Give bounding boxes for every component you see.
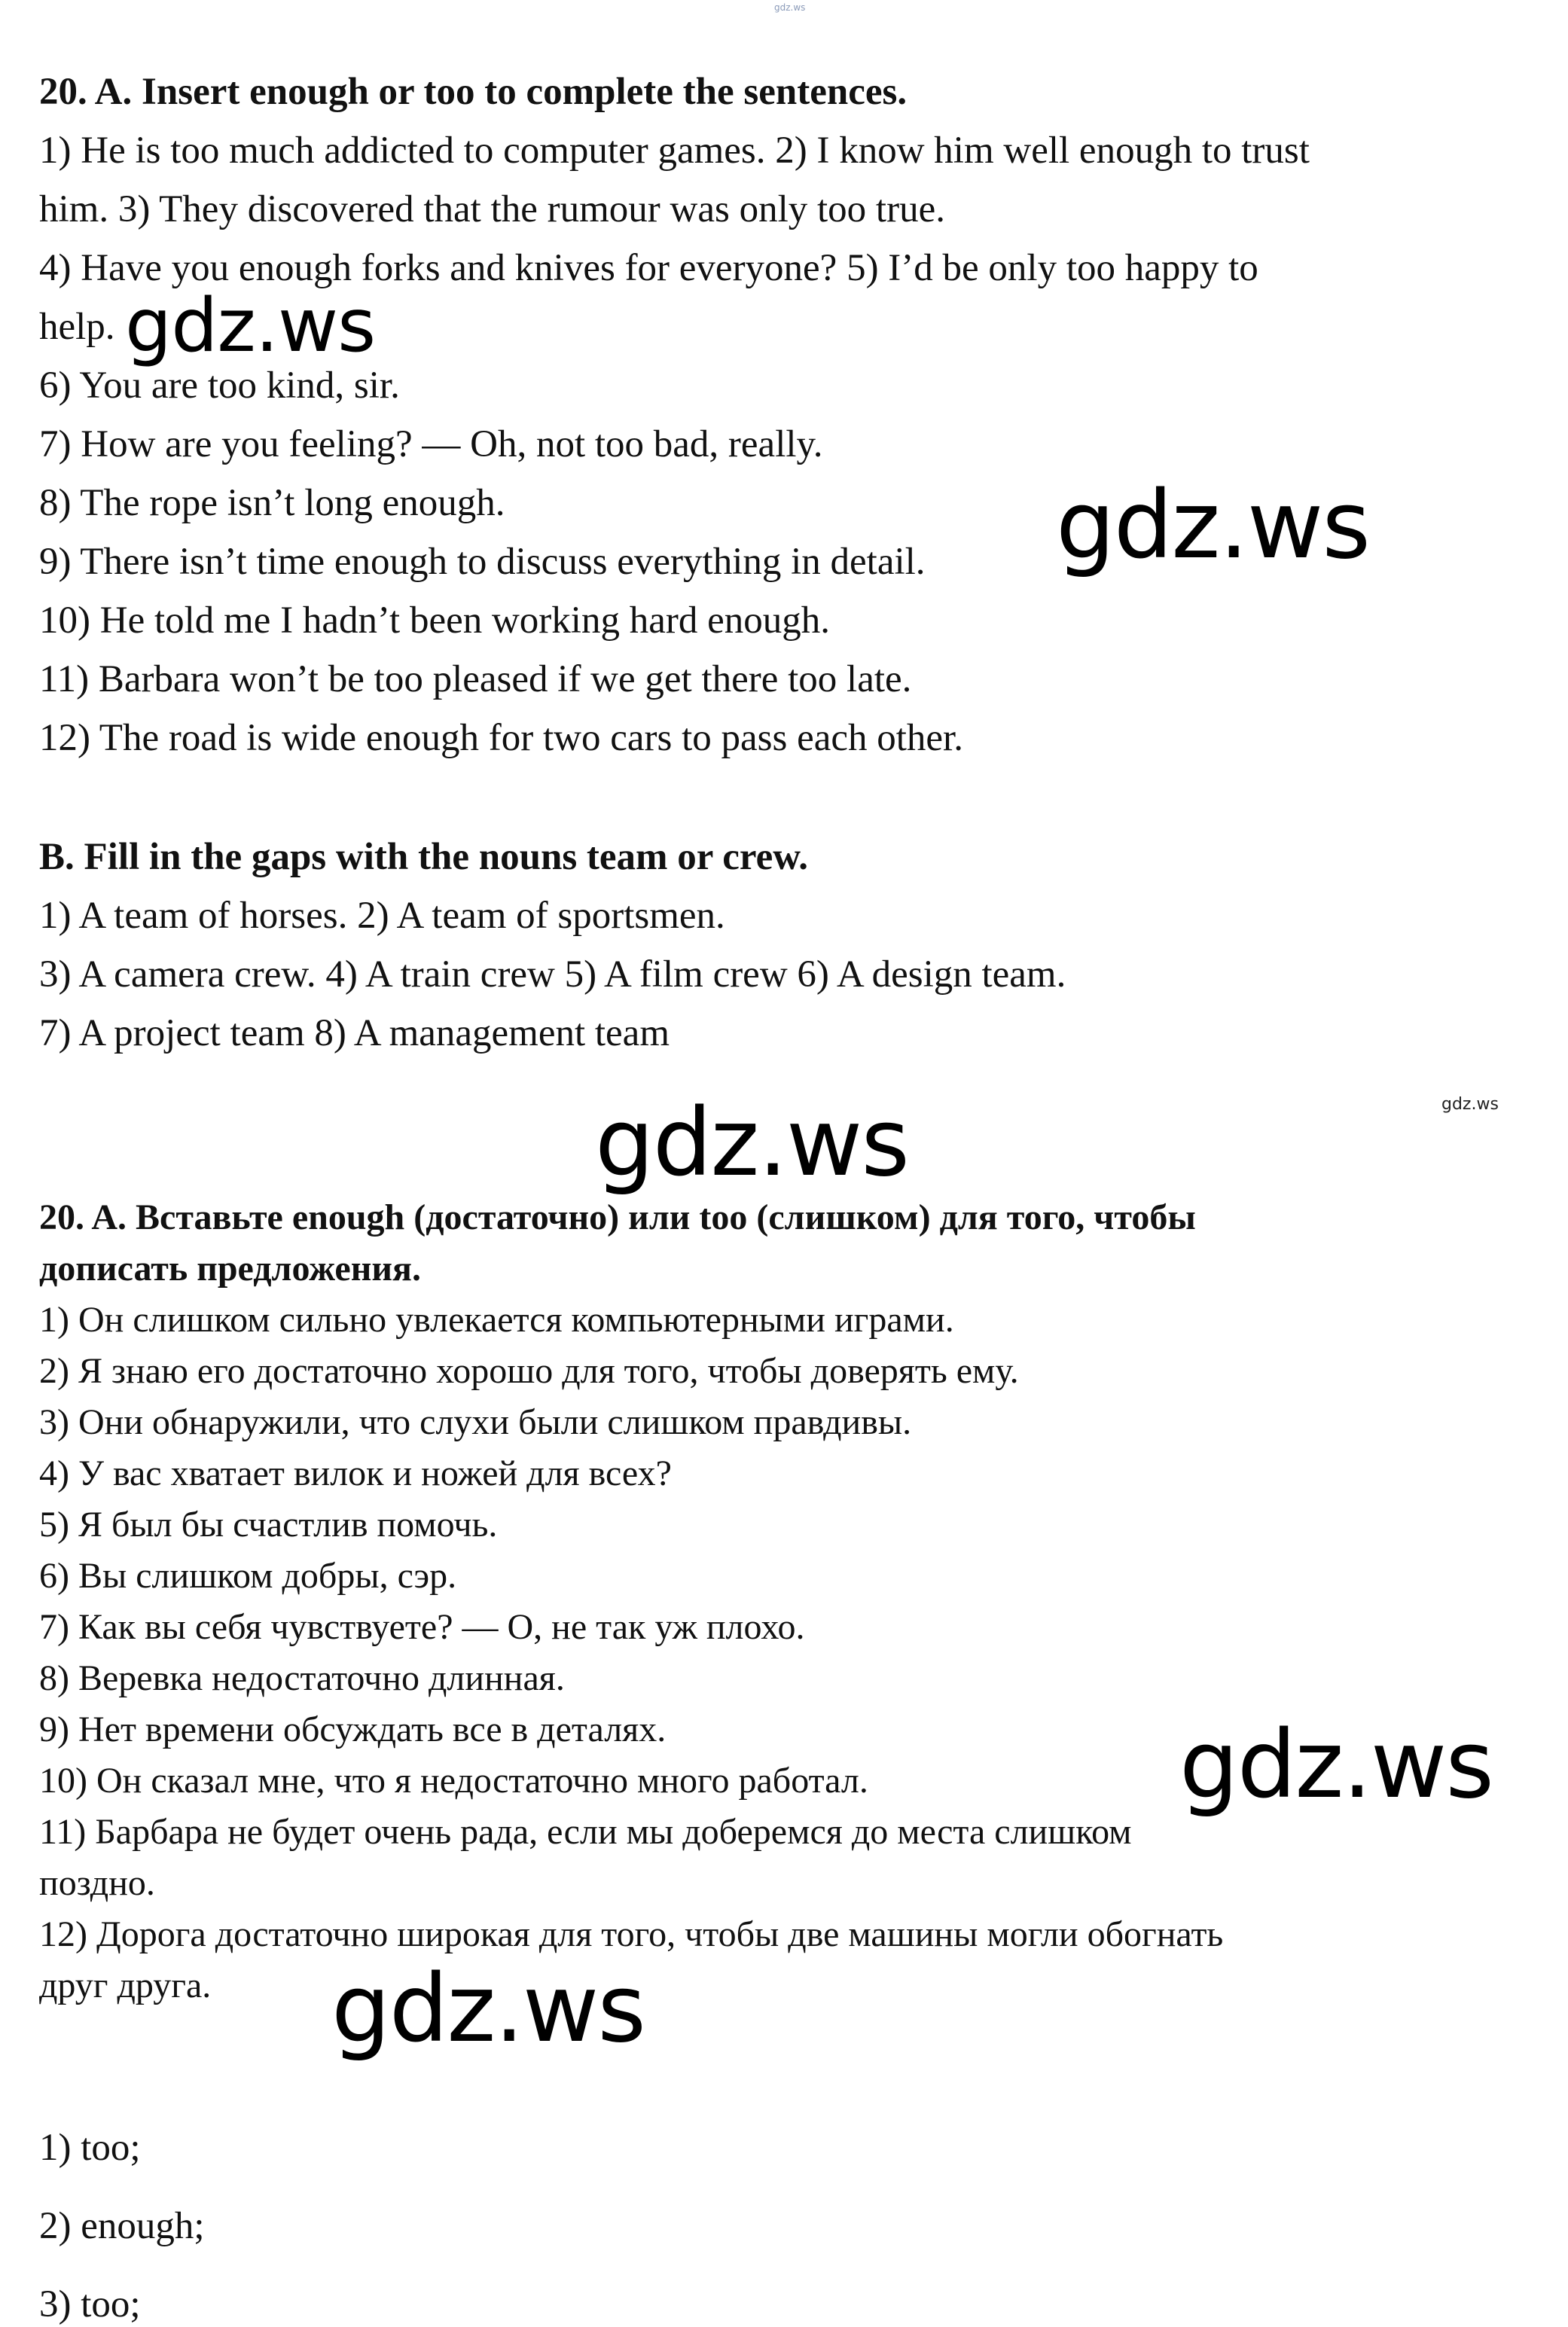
section-a-line: 7) How are you feeling? — Oh, not too bad, really. xyxy=(39,423,823,465)
watermark-small: gdz.ws xyxy=(1441,1095,1499,1114)
section-ru-line: друг друга. xyxy=(39,1966,212,2005)
section-ru-line: 5) Я был бы счастлив помочь. xyxy=(39,1505,498,1545)
watermark: gdz.ws xyxy=(125,283,376,369)
section-ru-line: 4) У вас хватает вилок и ножей для всех? xyxy=(39,1453,672,1493)
section-b-line: 3) A camera crew. 4) A train crew 5) A film crew 6) A design team. xyxy=(39,953,1066,996)
section-ru-line: 9) Нет времени обсуждать все в деталях. xyxy=(39,1709,667,1749)
watermark: gdz.ws xyxy=(595,1089,908,1197)
section-a-line: 10) He told me I hadn’t been working hard enough. xyxy=(39,599,830,642)
section-ru-line: 7) Как вы себя чувствуете? — О, не так уж плохо. xyxy=(39,1607,805,1647)
section-ru-line: 12) Дорога достаточно широкая для того, чтобы две машины могли обогнать xyxy=(39,1914,1224,1954)
section-a-line: him. 3) They discovered that the rumour was only too true. xyxy=(39,188,945,230)
answer-item: 1) too; xyxy=(39,2127,141,2169)
section-ru-line: 8) Веревка недостаточно длинная. xyxy=(39,1658,565,1698)
section-ru-line: 6) Вы слишком добры, сэр. xyxy=(39,1556,457,1596)
watermark: gdz.ws xyxy=(1056,471,1369,580)
answer-item: 3) too; xyxy=(39,2283,141,2325)
section-ru-line: 11) Барбара не будет очень рада, если мы доберемся до места слишком xyxy=(39,1812,1132,1852)
section-a-line: 6) You are too kind, sir. xyxy=(39,364,400,407)
section-a-line: 9) There isn’t time enough to discuss everything in detail. xyxy=(39,541,926,583)
section-a-line: 12) The road is wide enough for two cars to pass each other. xyxy=(39,717,963,759)
watermark: gdz.ws xyxy=(331,1955,645,2063)
section-ru-heading-1: 20. A. Вставьте enough (достаточно) или too (слишком) для того, чтобы xyxy=(39,1197,1196,1237)
answer-item: 2) enough; xyxy=(39,2205,205,2247)
section-a-line: 4) Have you enough forks and knives for everyone? 5) I’d be only too happy to xyxy=(39,247,1258,289)
section-a-heading: 20. A. Insert enough or too to complete the sentences. xyxy=(39,71,908,113)
watermark: gdz.ws xyxy=(1179,1711,1493,1819)
section-b-line: 7) A project team 8) A management team xyxy=(39,1012,670,1054)
section-a-line: 11) Barbara won’t be too pleased if we get there too late. xyxy=(39,658,912,700)
section-a-line: 8) The rope isn’t long enough. xyxy=(39,482,505,524)
section-b-heading: B. Fill in the gaps with the nouns team or crew. xyxy=(39,836,808,878)
watermark-top: gdz.ws xyxy=(774,2,806,13)
section-ru-line: 1) Он слишком сильно увлекается компьютерными играми. xyxy=(39,1300,954,1340)
section-ru-line: 10) Он сказал мне, что я недостаточно много работал. xyxy=(39,1761,868,1801)
section-a-line: 1) He is too much addicted to computer games. 2) I know him well enough to trust xyxy=(39,130,1310,172)
section-ru-line: поздно. xyxy=(39,1863,155,1903)
section-ru-heading-2: дописать предложения. xyxy=(39,1249,421,1289)
section-ru-line: 2) Я знаю его достаточно хорошо для того, чтобы доверять ему. xyxy=(39,1351,1019,1391)
section-b-line: 1) A team of horses. 2) A team of sportsmen. xyxy=(39,895,725,937)
section-a-line: help. xyxy=(39,306,115,348)
section-ru-line: 3) Они обнаружили, что слухи были слишком правдивы. xyxy=(39,1402,912,1442)
